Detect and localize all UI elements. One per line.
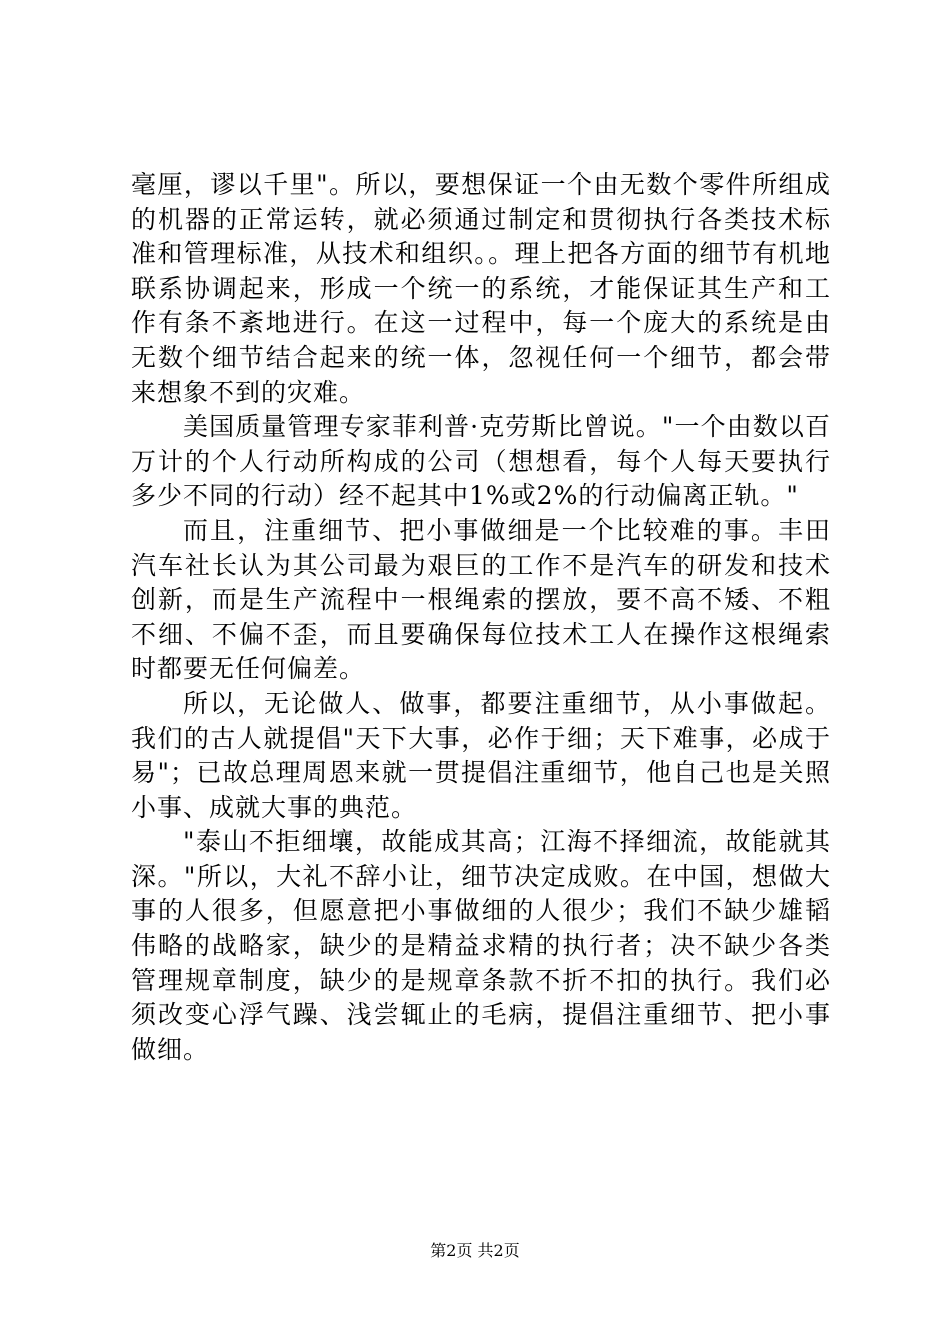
page-number: 第2页 共2页: [430, 1241, 520, 1260]
paragraph-3: 而且，注重细节、把小事做细是一个比较难的事。丰田汽车社长认为其公司最为艰巨的工作不是汽车的研发和技术创新，而是生产流程中一根绳索的摆放，要不高不矮、不粗不细、不偏不歪，而且要确保每位技术工人在操作这根绳索时都要无任何偏差。: [131, 515, 831, 684]
page-footer: [0, 1240, 950, 1262]
document-body: [131, 168, 831, 1067]
paragraph-5: "泰山不拒细壤，故能成其高；江海不择细流，故能就其深。"所以，大礼不辞小让，细节决定成败。在中国，想做大事的人很多，但愿意把小事做细的人很少；我们不缺少雄韬伟略的战略家，缺少的是精益求精的执行者；决不缺少各类管理规章制度，缺少的是规章条款不折不扣的执行。我们必须改变心浮气躁、浅尝辄止的毛病，提倡注重细节、把小事做细。: [131, 827, 831, 1064]
paragraph-2: 美国质量管理专家菲利普·克劳斯比曾说。"一个由数以百万计的个人行动所构成的公司（想想看，每个人每天要执行多少不同的行动）经不起其中1%或2%的行动偏离正轨。": [131, 412, 831, 511]
paragraph-4: 所以，无论做人、做事，都要注重细节，从小事做起。我们的古人就提倡"天下大事，必作于细；天下难事，必成于易"；已故总理周恩来就一贯提倡注重细节，他自己也是关照小事、成就大事的典范。: [131, 688, 831, 822]
paragraph-1: 毫厘，谬以千里"。所以，要想保证一个由无数个零件所组成的机器的正常运转，就必须通过制定和贯彻执行各类技术标准和管理标准，从技术和组织。。理上把各方面的细节有机地联系协调起来，形成一个统一的系统，才能保证其生产和工作有条不紊地进行。在这一过程中，每一个庞大的系统是由无数个细节结合起来的统一体，忽视任何一个细节，都会带来想象不到的灾难。: [131, 170, 831, 407]
